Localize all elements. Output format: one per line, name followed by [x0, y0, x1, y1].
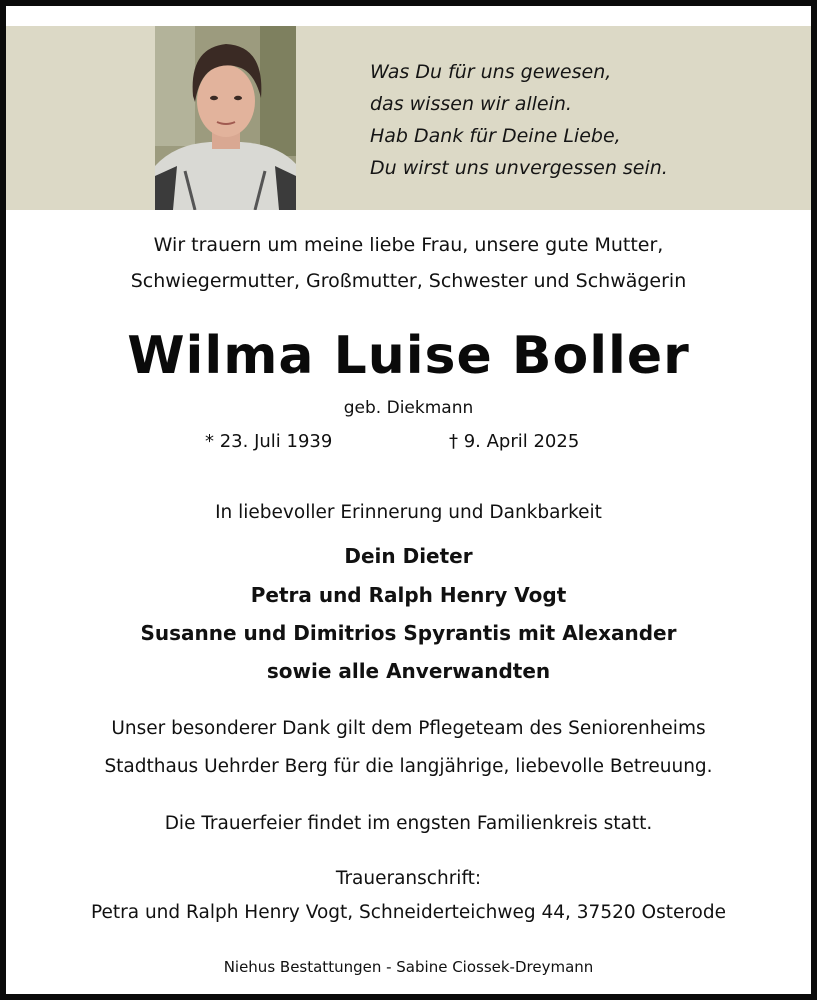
poem-line: Du wirst uns unvergessen sein.: [370, 157, 668, 179]
intro-line-2: Schwiegermutter, Großmutter, Schwester und Schwägerin: [130, 270, 687, 292]
birth-name: geb. Diekmann: [343, 398, 474, 418]
death-date: † 9. April 2025: [449, 431, 580, 452]
dates-row: [0, 431, 817, 461]
ceremony-text: Die Trauerfeier findet im engsten Familienkreis statt.: [164, 813, 653, 834]
undertaker-credit: Niehus Bestattungen - Sabine Ciossek-Dreymann: [223, 958, 594, 976]
intro-line-1: Wir trauern um meine liebe Frau, unsere gute Mutter,: [153, 234, 664, 256]
deceased-name: Wilma Luise Boller: [127, 326, 690, 386]
poem-line: das wissen wir allein.: [370, 93, 572, 115]
portrait-photo: [155, 26, 296, 210]
mourner-line: Dein Dieter: [344, 544, 473, 568]
address-label: Traueranschrift:: [335, 868, 482, 889]
mourner-line: sowie alle Anverwandten: [266, 659, 551, 683]
poem-line: Hab Dank für Deine Liebe,: [370, 125, 621, 147]
thanks-line-2: Stadthaus Uehrder Berg für die langjährige, liebevolle Betreuung.: [104, 756, 713, 777]
thanks-line-1: Unser besonderer Dank gilt dem Pflegeteam des Seniorenheims: [111, 718, 706, 739]
portrait-illustration: [155, 26, 296, 210]
poem: [370, 56, 790, 184]
poem-line: Was Du für uns gewesen,: [370, 61, 612, 83]
mourner-line: Susanne und Dimitrios Spyrantis mit Alexander: [140, 621, 677, 645]
address-value: Petra und Ralph Henry Vogt, Schneiderteichweg 44, 37520 Osterode: [91, 902, 726, 923]
remembrance-text: In liebevoller Erinnerung und Dankbarkeit: [215, 502, 602, 523]
mourner-line: Petra und Ralph Henry Vogt: [250, 583, 567, 607]
birth-date: * 23. Juli 1939: [205, 431, 333, 452]
